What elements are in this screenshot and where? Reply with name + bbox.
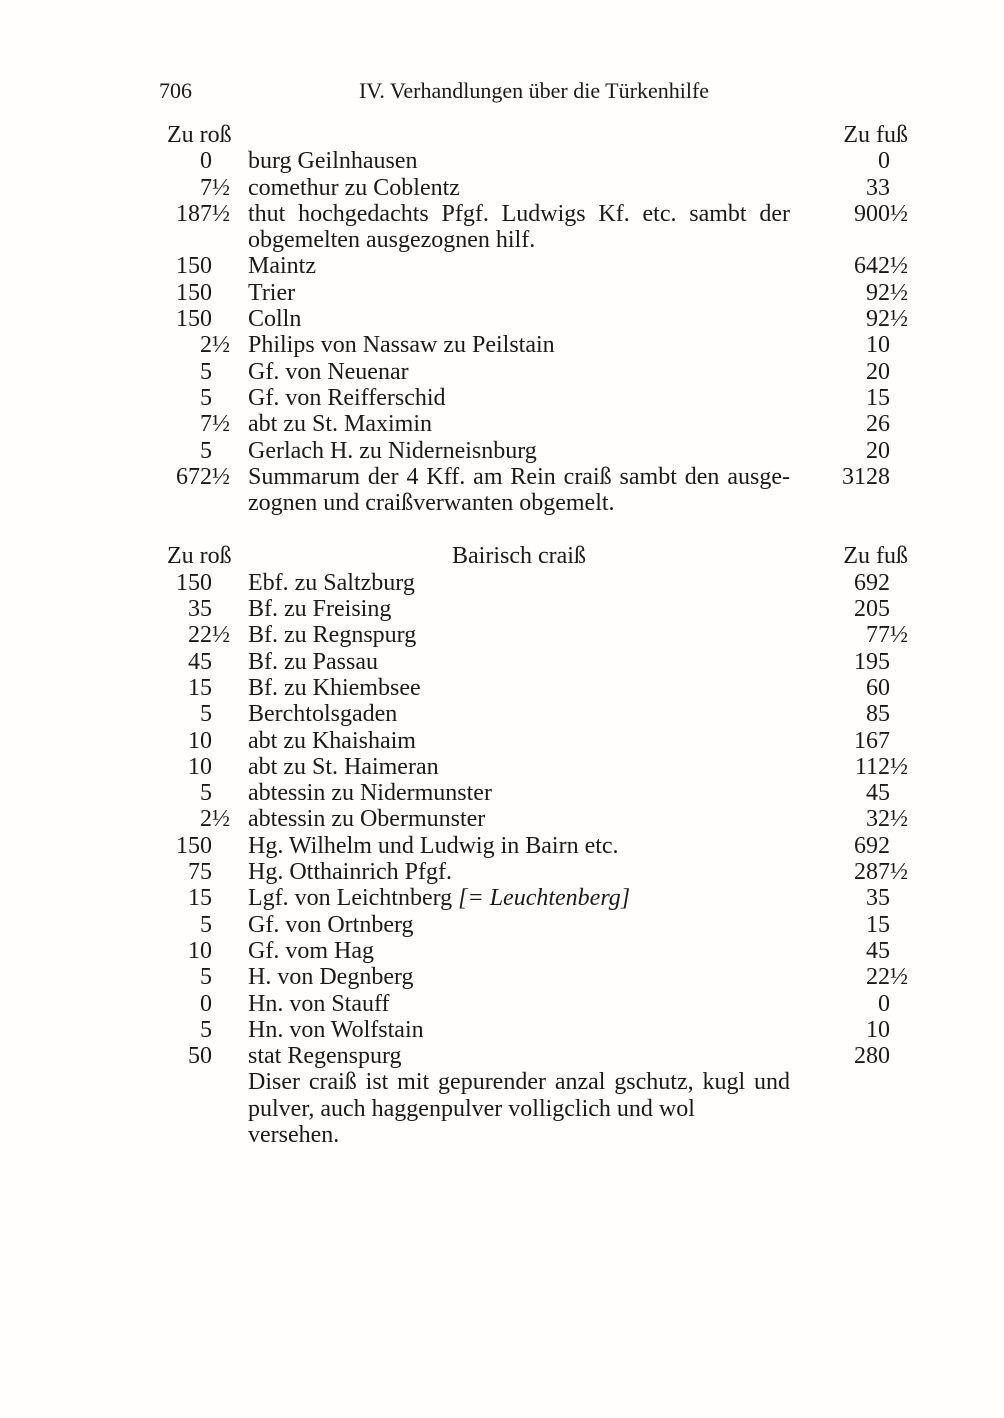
label-line: comethur zu Coblentz <box>248 174 460 201</box>
ross-fraction: ½ <box>212 411 230 438</box>
section-rows <box>160 570 908 1149</box>
column-gap <box>230 701 248 727</box>
fuss-fraction <box>890 438 908 464</box>
table-row <box>160 728 908 754</box>
entry-label <box>248 754 790 780</box>
label-line: abt zu St. Maximin <box>248 411 432 438</box>
label-line: Gf. von Ortnberg <box>248 911 414 938</box>
ross-fraction <box>212 306 230 332</box>
label-line: thut hochgedachts Pfgf. Ludwigs Kf. etc. sambt der <box>248 200 790 227</box>
section <box>160 543 908 1148</box>
ross-value: 50 <box>188 1043 212 1070</box>
entry-label <box>248 306 790 332</box>
column-header-fuss: Zu fuß <box>843 122 908 148</box>
ross-value: 15 <box>188 885 212 912</box>
ross-fraction <box>212 1017 230 1043</box>
ross-value: 150 <box>176 253 212 280</box>
ross-fraction <box>212 885 230 911</box>
column-gap <box>230 728 248 754</box>
table-row <box>160 570 908 596</box>
table-row <box>160 280 908 306</box>
entry-label <box>248 359 790 385</box>
entry-label <box>248 411 790 437</box>
ross-value: 10 <box>188 937 212 964</box>
ross-value: 672 <box>176 463 212 490</box>
column-gap <box>230 201 248 254</box>
column-gap <box>230 991 248 1017</box>
fuss-fraction <box>890 332 908 358</box>
fuss-fraction: ½ <box>890 806 908 833</box>
entry-label <box>248 148 790 174</box>
column-header-fuss: Zu fuß <box>843 543 908 570</box>
fuss-value: 3128 <box>842 463 890 490</box>
table-row <box>160 885 908 911</box>
fuss-value: 0 <box>878 148 890 175</box>
fuss-value: 195 <box>854 648 890 675</box>
table-row <box>160 1043 908 1069</box>
fuss-value: 20 <box>866 437 890 464</box>
column-gap <box>230 570 248 596</box>
ross-value: 10 <box>188 753 212 780</box>
ross-value: 15 <box>188 674 212 701</box>
entry-label <box>248 1069 790 1148</box>
section-header <box>160 543 908 569</box>
ross-value: 0 <box>200 990 212 1017</box>
fuss-fraction <box>890 596 908 622</box>
ross-fraction <box>212 280 230 306</box>
entry-label <box>248 991 790 1017</box>
label-line: zognen und craißverwanten obgemelt. <box>248 490 615 517</box>
table-row <box>160 253 908 279</box>
column-gap <box>230 964 248 990</box>
fuss-value: 85 <box>866 701 890 728</box>
entry-label <box>248 938 790 964</box>
fuss-fraction <box>890 649 908 675</box>
column-gap <box>230 464 248 517</box>
entry-label <box>248 570 790 596</box>
table-row <box>160 754 908 780</box>
ross-value: 5 <box>200 780 212 807</box>
fuss-value: 15 <box>866 911 890 938</box>
ross-fraction <box>212 1069 230 1148</box>
fuss-fraction <box>890 175 908 201</box>
table-row <box>160 649 908 675</box>
column-gap <box>230 175 248 201</box>
editor-note: [= Leuchtenberg] <box>452 885 631 912</box>
column-gap <box>230 780 248 806</box>
ross-value: 0 <box>200 148 212 175</box>
table-row <box>160 1069 908 1148</box>
fuss-value: 642 <box>854 253 890 280</box>
label-line: Hn. von Wolfstain <box>248 1016 424 1043</box>
fuss-fraction <box>890 780 908 806</box>
fuss-fraction: ½ <box>890 753 908 780</box>
ross-fraction: ½ <box>212 174 230 201</box>
ross-fraction <box>212 385 230 411</box>
ross-fraction <box>212 701 230 727</box>
label-line: Maintz <box>248 253 316 280</box>
table-row <box>160 596 908 622</box>
table-row <box>160 701 908 727</box>
label-line: Philips von Nassaw zu Peilstain <box>248 332 555 359</box>
table-row <box>160 1017 908 1043</box>
label-line: abt zu Khaishaim <box>248 727 416 754</box>
fuss-value <box>790 1069 890 1148</box>
fuss-fraction <box>890 464 908 517</box>
ross-fraction <box>212 780 230 806</box>
page-content <box>160 78 908 1148</box>
fuss-fraction <box>890 675 908 701</box>
column-gap <box>230 622 248 648</box>
label-line: Gf. von Neuenar <box>248 358 409 385</box>
ross-value <box>160 1069 212 1148</box>
ross-value: 75 <box>188 859 212 886</box>
ross-value: 45 <box>188 648 212 675</box>
fuss-value: 26 <box>866 411 890 438</box>
ross-fraction: ½ <box>212 200 230 227</box>
fuss-value: 35 <box>866 885 890 912</box>
label-line: abt zu St. Haimeran <box>248 753 439 780</box>
entry-label <box>248 1043 790 1069</box>
table-row <box>160 306 908 332</box>
fuss-value: 287 <box>854 859 890 886</box>
fuss-value: 32 <box>866 806 890 833</box>
entry-label <box>248 438 790 464</box>
ross-fraction <box>212 359 230 385</box>
fuss-fraction <box>890 1069 908 1148</box>
ross-value: 2 <box>200 806 212 833</box>
ross-fraction <box>212 570 230 596</box>
label-line: Ebf. zu Saltzburg <box>248 569 415 596</box>
fuss-fraction <box>890 938 908 964</box>
entry-label <box>248 780 790 806</box>
fuss-fraction: ½ <box>890 200 908 227</box>
column-gap <box>230 332 248 358</box>
label-line: Bf. zu Khiembsee <box>248 674 421 701</box>
entry-label <box>248 385 790 411</box>
label-line: Trier <box>248 279 296 306</box>
entry-label <box>248 912 790 938</box>
fuss-fraction <box>890 885 908 911</box>
running-head: IV. Verhandlungen über die Türkenhilfe <box>358 78 710 103</box>
label-line: Berchtolsgaden <box>248 701 398 728</box>
column-gap <box>230 306 248 332</box>
entry-label <box>248 1017 790 1043</box>
ross-fraction <box>212 148 230 174</box>
fuss-value: 10 <box>866 332 890 359</box>
entry-label <box>248 806 790 832</box>
table-row <box>160 964 908 990</box>
section-rows <box>160 148 908 516</box>
fuss-fraction <box>890 385 908 411</box>
column-gap <box>230 1043 248 1069</box>
fuss-fraction <box>890 411 908 437</box>
column-gap <box>230 438 248 464</box>
entry-label <box>248 175 790 201</box>
column-gap <box>230 385 248 411</box>
column-gap <box>230 1017 248 1043</box>
ross-value: 5 <box>200 358 212 385</box>
table-row <box>160 912 908 938</box>
fuss-fraction <box>890 701 908 727</box>
column-gap <box>230 649 248 675</box>
column-gap <box>230 148 248 174</box>
table-row <box>160 359 908 385</box>
page-header <box>160 78 908 104</box>
entry-label <box>248 201 790 254</box>
table-row <box>160 806 908 832</box>
entry-label <box>248 964 790 990</box>
label-line: H. von Degnberg <box>248 964 414 991</box>
ross-value: 150 <box>176 306 212 333</box>
ross-fraction <box>212 649 230 675</box>
label-line: Diser craiß ist mit gepurender anzal gschutz, kugl und <box>248 1069 790 1096</box>
fuss-fraction <box>890 1017 908 1043</box>
ross-fraction <box>212 728 230 754</box>
table-row <box>160 938 908 964</box>
label-line: Gf. vom Hag <box>248 937 374 964</box>
label-line: Hg. Wilhelm und Ludwig in Bairn etc. <box>248 832 619 859</box>
column-gap <box>230 411 248 437</box>
ross-value: 22 <box>188 622 212 649</box>
fuss-fraction: ½ <box>890 964 908 991</box>
ross-value: 2 <box>200 332 212 359</box>
ross-fraction <box>212 964 230 990</box>
fuss-fraction <box>890 570 908 596</box>
table-row <box>160 175 908 201</box>
ross-value: 5 <box>200 1016 212 1043</box>
table-row <box>160 780 908 806</box>
fuss-fraction: ½ <box>890 306 908 333</box>
table-row <box>160 411 908 437</box>
table-row <box>160 332 908 358</box>
fuss-value: 167 <box>854 727 890 754</box>
ross-value: 5 <box>200 911 212 938</box>
fuss-value: 15 <box>866 384 890 411</box>
entry-label <box>248 649 790 675</box>
column-header-ross: Zu roß <box>167 122 232 148</box>
label-line: stat Regenspurg <box>248 1043 402 1070</box>
label-line: Colln <box>248 306 302 333</box>
column-gap <box>230 253 248 279</box>
fuss-fraction: ½ <box>890 253 908 280</box>
ross-value: 150 <box>176 279 212 306</box>
ross-value: 150 <box>176 832 212 859</box>
entry-label <box>248 596 790 622</box>
column-gap <box>230 833 248 859</box>
label-line: pulver, auch haggenpulver volligclich und wol versehen. <box>248 1095 695 1148</box>
entry-label <box>248 622 790 648</box>
fuss-value: 900 <box>854 200 890 227</box>
entry-label <box>248 253 790 279</box>
entry-label <box>248 833 790 859</box>
label-line: Summarum der 4 Kff. am Rein craiß sambt den ausge- <box>248 463 790 490</box>
table-row <box>160 464 908 517</box>
ross-fraction <box>212 596 230 622</box>
column-gap <box>230 359 248 385</box>
fuss-value: 45 <box>866 937 890 964</box>
fuss-fraction: ½ <box>890 622 908 649</box>
fuss-value: 280 <box>854 1043 890 1070</box>
ross-value: 5 <box>200 701 212 728</box>
column-gap <box>230 675 248 701</box>
ross-value: 35 <box>188 596 212 623</box>
table-row <box>160 859 908 885</box>
column-gap <box>230 754 248 780</box>
entry-label <box>248 675 790 701</box>
ross-value: 5 <box>200 384 212 411</box>
fuss-value: 92 <box>866 306 890 333</box>
section <box>160 122 908 516</box>
table-row <box>160 991 908 1017</box>
ross-fraction: ½ <box>212 622 230 649</box>
ross-value: 7 <box>200 411 212 438</box>
ross-value: 150 <box>176 569 212 596</box>
ross-value: 5 <box>200 437 212 464</box>
label-line: Lgf. von Leichtnberg [= Leuchtenberg] <box>248 885 631 912</box>
ross-fraction <box>212 754 230 780</box>
entry-label <box>248 859 790 885</box>
column-gap <box>230 1069 248 1148</box>
ross-fraction: ½ <box>212 463 230 490</box>
column-gap <box>230 280 248 306</box>
column-gap <box>230 885 248 911</box>
entry-label <box>248 280 790 306</box>
ross-value: 187 <box>176 200 212 227</box>
fuss-fraction <box>890 912 908 938</box>
fuss-value: 22 <box>866 964 890 991</box>
fuss-fraction: ½ <box>890 279 908 306</box>
column-gap <box>230 806 248 832</box>
fuss-value: 33 <box>866 174 890 201</box>
label-line: Gf. von Reifferschid <box>248 384 446 411</box>
fuss-value: 0 <box>878 990 890 1017</box>
fuss-value: 10 <box>866 1016 890 1043</box>
fuss-value: 77 <box>866 622 890 649</box>
entry-label <box>248 885 790 911</box>
ross-fraction <box>212 912 230 938</box>
table-row <box>160 675 908 701</box>
fuss-value: 20 <box>866 358 890 385</box>
label-line: abtessin zu Obermunster <box>248 806 486 833</box>
fuss-fraction: ½ <box>890 859 908 886</box>
ross-value: 10 <box>188 727 212 754</box>
sections <box>160 122 908 1148</box>
ross-fraction <box>212 991 230 1017</box>
table-row <box>160 622 908 648</box>
label-line: Hn. von Stauff <box>248 990 390 1017</box>
entry-label <box>248 332 790 358</box>
table-row <box>160 438 908 464</box>
column-gap <box>230 912 248 938</box>
fuss-value: 692 <box>854 569 890 596</box>
fuss-value: 205 <box>854 596 890 623</box>
label-line: Bf. zu Passau <box>248 648 378 675</box>
entry-label <box>248 464 790 517</box>
fuss-fraction <box>890 1043 908 1069</box>
ross-value: 7 <box>200 174 212 201</box>
fuss-fraction <box>890 991 908 1017</box>
label-line: Gerlach H. zu Niderneisnburg <box>248 437 537 464</box>
table-row <box>160 385 908 411</box>
ross-fraction <box>212 833 230 859</box>
label-line: burg Geilnhausen <box>248 148 418 175</box>
label-line: abtessin zu Nidermunster <box>248 780 492 807</box>
fuss-fraction <box>890 359 908 385</box>
ross-fraction: ½ <box>212 806 230 833</box>
ross-fraction <box>212 438 230 464</box>
table-row <box>160 148 908 174</box>
ross-fraction <box>212 938 230 964</box>
ross-fraction <box>212 253 230 279</box>
entry-label <box>248 701 790 727</box>
ross-fraction <box>212 675 230 701</box>
ross-fraction <box>212 1043 230 1069</box>
table-row <box>160 201 908 254</box>
fuss-value: 692 <box>854 832 890 859</box>
label-line: obgemelten ausgezognen hilf. <box>248 227 536 254</box>
label-line: Bf. zu Regnspurg <box>248 622 417 649</box>
fuss-value: 45 <box>866 780 890 807</box>
ross-value: 5 <box>200 964 212 991</box>
ross-fraction <box>212 859 230 885</box>
entry-label <box>248 728 790 754</box>
table-row <box>160 833 908 859</box>
fuss-fraction <box>890 833 908 859</box>
label-line: Hg. Otthainrich Pfgf. <box>248 859 452 886</box>
page-number: 706 <box>159 78 192 103</box>
fuss-value: 60 <box>866 674 890 701</box>
section-header <box>160 122 908 148</box>
column-header-ross: Zu roß <box>167 543 232 570</box>
section-title: Bairisch craiß <box>452 543 586 570</box>
fuss-fraction <box>890 148 908 174</box>
column-gap <box>230 859 248 885</box>
fuss-fraction <box>890 728 908 754</box>
ross-fraction: ½ <box>212 332 230 359</box>
fuss-value: 92 <box>866 279 890 306</box>
column-gap <box>230 938 248 964</box>
fuss-value: 112 <box>854 753 890 780</box>
column-gap <box>230 596 248 622</box>
label-line: Bf. zu Freising <box>248 596 392 623</box>
